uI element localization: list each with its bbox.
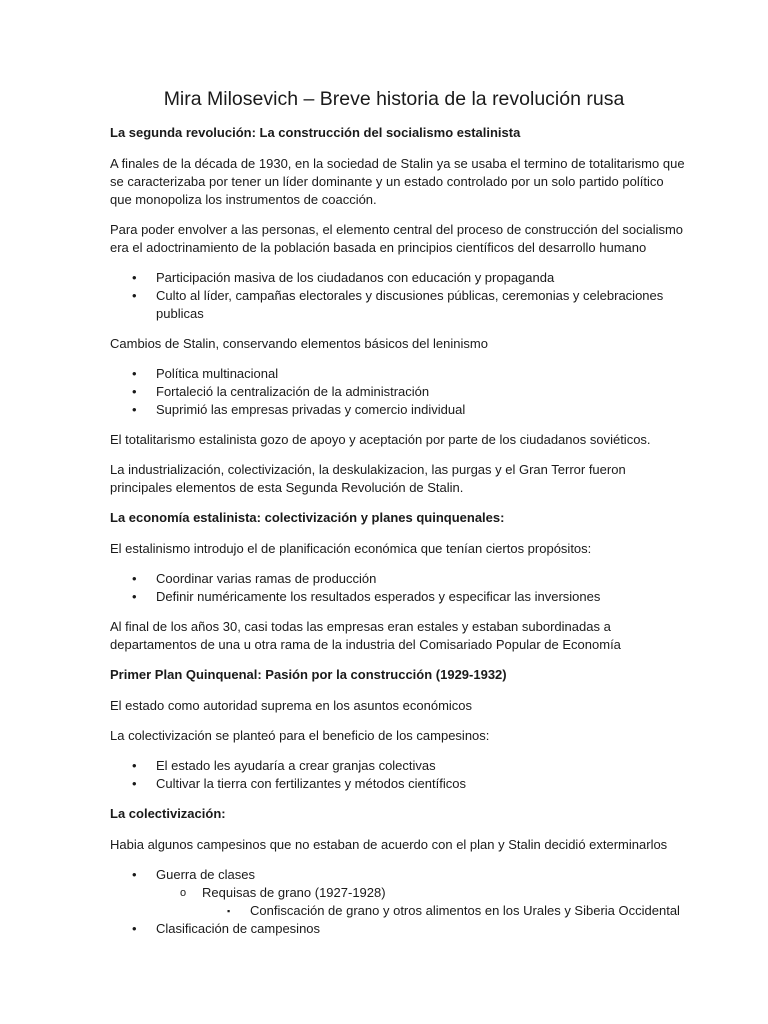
list-item [110, 775, 688, 793]
bullet-marker-icon: • [132, 384, 137, 399]
bullet-marker-icon: • [132, 758, 137, 773]
bullet-marker-icon: • [132, 867, 137, 882]
bullet-marker-icon: ▪ [227, 906, 231, 916]
bullet-list [110, 866, 688, 938]
paragraph: Al final de los años 30, casi todas las empresas eran estales y estaban subordinadas a departamentos de una u otra rama de la industria del Comisariado Popular de Economía [110, 619, 621, 652]
section-heading: La economía estalinista: colectivización y planes quinquenales: [110, 510, 505, 525]
paragraph: Cambios de Stalin, conservando elementos básicos del leninismo [110, 336, 488, 351]
list-item [110, 757, 688, 775]
bullet-marker-icon: • [132, 571, 137, 586]
list-item-text: Participación masiva de los ciudadanos con educación y propaganda [156, 270, 555, 285]
paragraph: Habia algunos campesinos que no estaban de acuerdo con el plan y Stalin decidió exterminarlos [110, 837, 668, 852]
bullet-list [110, 757, 688, 793]
list-item-text: Definir numéricamente los resultados esperados y especificar las inversiones [156, 589, 601, 604]
paragraph: El totalitarismo estalinista gozo de apoyo y aceptación por parte de los ciudadanos soviéticos. [110, 432, 651, 447]
document-body [110, 124, 688, 938]
list-item-text: Fortaleció la centralización de la administración [156, 384, 430, 399]
list-item [110, 866, 688, 884]
list-item-text: Requisas de grano (1927-1928) [202, 885, 386, 900]
section-heading: La colectivización: [110, 806, 226, 821]
document-title: Mira Milosevich – Breve historia de la revolución rusa [163, 88, 625, 110]
paragraph: El estalinismo introdujo el de planificación económica que tenían ciertos propósitos: [110, 541, 592, 556]
list-item-text: Suprimió las empresas privadas y comercio individual [156, 402, 466, 417]
list-item [110, 884, 688, 902]
list-item [110, 383, 688, 401]
list-item-text: Guerra de clases [156, 867, 255, 882]
paragraph: La industrialización, colectivización, la deskulakizacion, las purgas y el Gran Terror fueron principales elementos de esta Segunda Revolución de Stalin. [110, 462, 626, 495]
list-item [110, 920, 688, 938]
list-item [110, 570, 688, 588]
list-item-text: Culto al líder, campañas electorales y discusiones públicas, ceremonias y celebraciones publicas [156, 288, 664, 321]
bullet-list [110, 269, 688, 323]
list-item-text: Política multinacional [156, 366, 279, 381]
bullet-marker-icon: • [132, 921, 137, 936]
paragraph: El estado como autoridad suprema en los asuntos económicos [110, 698, 473, 713]
bullet-marker-icon: • [132, 776, 137, 791]
list-item [110, 365, 688, 383]
list-item [110, 401, 688, 419]
bullet-marker-icon: • [132, 270, 137, 285]
bullet-marker-icon: • [132, 402, 137, 417]
paragraph: La colectivización se planteó para el beneficio de los campesinos: [110, 728, 490, 743]
bullet-marker-icon: o [180, 887, 187, 899]
list-item-text: El estado les ayudaría a crear granjas colectivas [156, 758, 436, 773]
bullet-marker-icon: • [132, 288, 137, 303]
list-item-text: Cultivar la tierra con fertilizantes y métodos científicos [156, 776, 466, 791]
bullet-marker-icon: • [132, 366, 137, 381]
list-item [110, 287, 688, 323]
paragraph: A finales de la década de 1930, en la sociedad de Stalin ya se usaba el termino de totalitarismo que se caracterizaba por tener un líder dominante y un estado controlado por un solo partido político que monopoliza los instrumentos de coacción. [110, 156, 685, 207]
section-heading: Primer Plan Quinquenal: Pasión por la construcción (1929-1932) [110, 667, 507, 682]
paragraph: Para poder envolver a las personas, el elemento central del proceso de construcción del socialismo era el adoctrinamiento de la población basada en principios científicos del desarrollo humano [110, 222, 684, 255]
list-item [110, 902, 688, 920]
section-heading: La segunda revolución: La construcción del socialismo estalinista [110, 125, 521, 140]
bullet-list [110, 570, 688, 606]
list-item-text: Coordinar varias ramas de producción [156, 571, 377, 586]
bullet-list [110, 365, 688, 419]
bullet-marker-icon: • [132, 589, 137, 604]
list-item-text: Clasificación de campesinos [156, 921, 321, 936]
list-item [110, 269, 688, 287]
list-item [110, 588, 688, 606]
list-item-text: Confiscación de grano y otros alimentos en los Urales y Siberia Occidental [250, 903, 680, 918]
